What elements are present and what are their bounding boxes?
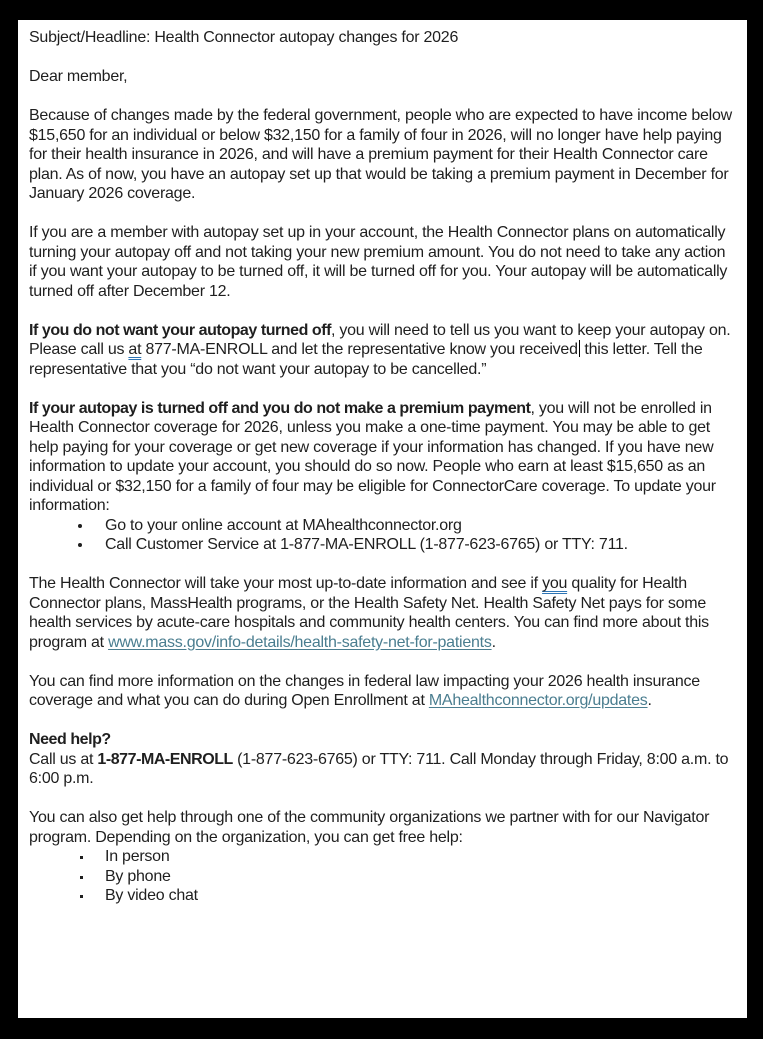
text-segment: quality for Health Connector plans, MassHealth programs, or the Health Safety Net. Health Safety Net pays for some health services by acute-care hospitals and community health centers. You can find more about this program at (29, 575, 709, 651)
para-autopay-turnoff-plan (29, 223, 735, 301)
text-segment: , you will need to tell us you want to keep your autopay on. Please call us (29, 321, 731, 358)
text-segment: . (491, 633, 496, 651)
text-segment: Go to your online account at MAhealthconnector.org (105, 516, 462, 534)
text-segment: . (647, 692, 652, 709)
text-segment: If you are a member with autopay set up in your account, the Health Connector plans on automatically turning your autopay off and not taking your new premium amount. You do not need to take any action if you want your autopay to be turned off, it will be turned off for you. Your autopay will be automatically turned off after December 12. (29, 224, 728, 300)
text-segment: If your autopay is turned off and you do not make a premium payment (29, 399, 531, 417)
navigator-help-list (29, 847, 735, 906)
para-federal-changes (29, 106, 735, 204)
grammar-flagged-text: at (128, 341, 142, 358)
salutation (29, 67, 735, 87)
para-keep-autopay (29, 321, 735, 380)
para-open-enrollment (29, 672, 735, 711)
text-segment: By video chat (105, 887, 198, 904)
text-segment: (1-877-623-6765) or TTY: 711. Call Monday through Friday, 8:00 a.m. to 6:00 p.m. (29, 750, 729, 787)
document-body (29, 28, 735, 906)
para-call-us (29, 750, 735, 789)
grammar-flagged-text: you (542, 575, 568, 592)
list-item (93, 516, 735, 536)
text-segment: In person (105, 848, 170, 865)
text-segment: Call us at (29, 750, 98, 768)
text-segment: If you do not want your autopay turned off (29, 321, 331, 339)
text-segment: Need help? (29, 731, 111, 748)
subject-line (29, 28, 735, 48)
text-segment: By phone (105, 867, 171, 885)
need-help-heading (29, 730, 735, 750)
text-segment: 877-MA-ENROLL and let the representative know you received (141, 341, 578, 358)
para-no-premium-payment (29, 399, 735, 516)
letter-page (18, 20, 747, 1018)
text-segment: , you will not be enrolled in Health Connector coverage for 2026, unless you make a one-time payment. You may be able to get help paying for your coverage or get new coverage if your information has changed. If you have new information to update your account, you should do so now. People who earn at least $15,650 as an individual or $32,150 for a family of four may be eligible for ConnectorCare coverage. To update your information: (29, 399, 716, 514)
list-item (93, 535, 735, 555)
update-options-list (29, 516, 735, 555)
para-up-to-date-info (29, 574, 735, 652)
text-segment: Subject/Headline: Health Connector autopay changes for 2026 (29, 29, 459, 46)
text-segment: this letter. Tell the representative that you “do not want your autopay to be cancelled.” (29, 341, 703, 378)
text-segment: Call Customer Service at 1-877-MA-ENROLL (1-877-623-6765) or TTY: 711. (105, 536, 628, 553)
list-item (93, 886, 735, 906)
text-segment: You can find more information on the changes in federal law impacting your 2026 health insurance coverage and what you can do during Open Enrollment at (29, 672, 700, 709)
text-segment: 1-877-MA-ENROLL (97, 750, 233, 768)
para-navigator-program (29, 808, 735, 847)
list-item (93, 847, 735, 867)
list-item (93, 867, 735, 887)
hyperlink[interactable]: MAhealthconnector.org/updates (428, 692, 648, 709)
text-segment: The Health Connector will take your most up-to-date information and see if (29, 575, 543, 592)
text-segment: Because of changes made by the federal government, people who are expected to have income below $15,650 for an individual or below $32,150 for a family of four in 2026, will no longer have help paying for their health insurance in 2026, and will have a premium payment for their Health Connector care plan. As of now, you have an autopay set up that would be taking a premium payment in December for January 2026 coverage. (29, 107, 732, 202)
text-segment: You can also get help through one of the community organizations we partner with for our Navigator program. Depending on the organization, you can get free help: (29, 809, 710, 846)
hyperlink[interactable]: www.mass.gov/info-details/health-safety-net-for-patients (108, 633, 492, 651)
text-segment: Dear member, (29, 68, 128, 85)
